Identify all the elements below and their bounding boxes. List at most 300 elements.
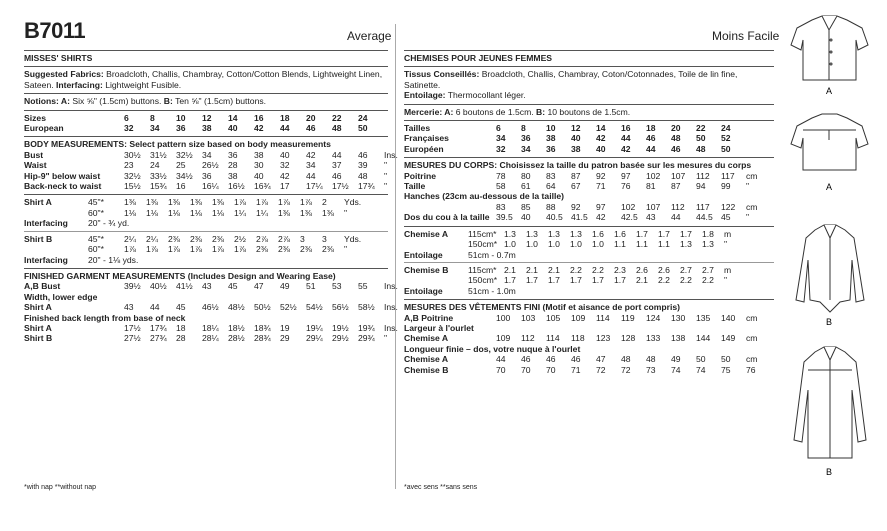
table-cell: 1⅜ bbox=[124, 197, 136, 208]
label-a2: A bbox=[826, 182, 833, 192]
table-row bbox=[404, 133, 774, 143]
row-label: Taille bbox=[404, 181, 426, 192]
row-label: Hip-9" below waist bbox=[24, 170, 101, 181]
table-cell: 22 bbox=[332, 112, 342, 123]
section-rule bbox=[404, 226, 774, 227]
table-cell: 102 bbox=[646, 170, 661, 181]
table-cell: 58 bbox=[496, 181, 506, 192]
section-rule bbox=[24, 194, 388, 195]
table-cell: 52 bbox=[721, 133, 731, 144]
table-cell: 47 bbox=[254, 281, 264, 292]
row-label: A,B Bust bbox=[24, 281, 61, 292]
table-cell: 119 bbox=[621, 312, 635, 323]
table-cell: 38 bbox=[546, 133, 556, 144]
table-cell: 17½ bbox=[124, 322, 141, 333]
table-row bbox=[24, 181, 388, 191]
row-label: Chemise A bbox=[404, 354, 449, 365]
table-cell: 47 bbox=[596, 354, 606, 365]
table-cell: 88 bbox=[546, 201, 556, 212]
table-cell: 2⅜ bbox=[168, 233, 180, 244]
table-cell: 41½ bbox=[176, 281, 193, 292]
table-row bbox=[404, 181, 774, 191]
table-cell: 46 bbox=[521, 354, 531, 365]
table-cell: 2⅜ bbox=[322, 244, 334, 255]
table-row bbox=[24, 281, 398, 292]
table-cell: 46 bbox=[671, 143, 681, 154]
table-cell: 109 bbox=[496, 333, 511, 344]
table-cell: 17¼ bbox=[306, 181, 323, 192]
table-cell: 70 bbox=[496, 364, 506, 375]
table-cell: 1⅛ bbox=[190, 207, 202, 218]
table-cell: 3 bbox=[322, 233, 327, 244]
fabrics-text: Broadcloth, Challis, Chambray, Cotton/Cotton Blends, Lightweight Linen, bbox=[103, 69, 383, 80]
table-cell: 64 bbox=[546, 181, 556, 192]
table-row bbox=[404, 123, 774, 133]
table-cell: 1⅛ bbox=[124, 207, 136, 218]
table-cell: 40 bbox=[280, 149, 290, 160]
table-cell: 29 bbox=[280, 333, 290, 344]
table-cell: 29¾ bbox=[358, 333, 375, 344]
row-label: Width, lower edge bbox=[24, 291, 98, 302]
table-cell: 36 bbox=[202, 170, 212, 181]
table-cell: 17 bbox=[280, 181, 290, 192]
table-cell: cm bbox=[746, 312, 758, 323]
table-cell: 48 bbox=[332, 123, 342, 134]
notions-label-fr: Mercerie: A: bbox=[404, 106, 454, 117]
table-cell: 102 bbox=[621, 201, 636, 212]
table-cell: 1.3 bbox=[570, 228, 582, 239]
hanches-label: Hanches (23cm au-dessous de la taille) bbox=[404, 191, 564, 202]
table-cell: 26½ bbox=[202, 160, 219, 171]
table-cell: 14 bbox=[228, 112, 238, 123]
table-cell: 114 bbox=[596, 312, 610, 323]
table-cell: 37 bbox=[332, 160, 342, 171]
table-cell: 42 bbox=[596, 212, 606, 223]
table-cell: 109 bbox=[571, 312, 586, 323]
section-title: MISSES' SHIRTS bbox=[24, 53, 93, 63]
table-cell: 71 bbox=[596, 181, 606, 192]
row-label: Chemise A bbox=[404, 228, 449, 239]
table-cell: 16¼ bbox=[202, 181, 219, 192]
table-cell: 44 bbox=[150, 302, 160, 313]
table-cell: 61 bbox=[521, 181, 531, 192]
table-cell: 83 bbox=[546, 170, 556, 181]
table-cell: 12 bbox=[202, 112, 212, 123]
table-row bbox=[404, 239, 774, 249]
table-cell: 16 bbox=[176, 181, 186, 192]
table-cell: 144 bbox=[696, 333, 711, 344]
table-cell: 52½ bbox=[280, 302, 297, 313]
table-cell: 2.7 bbox=[680, 264, 692, 275]
table-cell: 1¼ bbox=[256, 207, 268, 218]
table-cell: 112 bbox=[521, 333, 535, 344]
table-cell: " bbox=[344, 207, 348, 218]
table-cell: 42 bbox=[254, 123, 264, 134]
table-cell: 97 bbox=[621, 170, 631, 181]
table-cell: 1⅞ bbox=[146, 244, 158, 255]
table-cell: 48 bbox=[646, 354, 656, 365]
table-cell: 8 bbox=[521, 123, 526, 134]
table-cell: 1⅛ bbox=[168, 207, 180, 218]
row-label: Finished back length from base of neck bbox=[24, 312, 186, 323]
table-cell: 99 bbox=[721, 181, 731, 192]
table-cell: 1⅜ bbox=[146, 197, 158, 208]
shirt-b-back-illustration bbox=[794, 347, 866, 458]
body-title: BODY MEASUREMENTS: Select pattern size based on body measurements bbox=[24, 139, 331, 150]
table-cell: 138 bbox=[671, 333, 686, 344]
table-cell: 100 bbox=[496, 312, 511, 323]
table-cell: 1.3 bbox=[702, 239, 714, 250]
table-cell: " bbox=[344, 244, 348, 255]
table-cell: 1.1 bbox=[658, 239, 670, 250]
table-cell: " bbox=[724, 275, 728, 286]
table-cell: 1.7 bbox=[526, 275, 538, 286]
notions-label: Notions: A: bbox=[24, 96, 70, 107]
row-label: Shirt A bbox=[24, 197, 52, 208]
table-cell: 24 bbox=[358, 112, 368, 123]
table-cell: 40 bbox=[521, 212, 531, 223]
table-cell: 1.7 bbox=[614, 275, 626, 286]
table-cell: 2.2 bbox=[702, 275, 714, 286]
row-label: Bust bbox=[24, 149, 44, 160]
table-cell: 1⅞ bbox=[278, 197, 290, 208]
table-cell: 30½ bbox=[124, 149, 141, 160]
table-cell: 28 bbox=[176, 333, 186, 344]
table-cell: 1.0 bbox=[526, 239, 538, 250]
table-row bbox=[24, 149, 398, 160]
table-cell: Ins. bbox=[384, 322, 398, 333]
table-cell: 34 bbox=[202, 149, 212, 160]
row-label: Chemise B bbox=[404, 264, 449, 275]
table-cell: 2.2 bbox=[658, 275, 670, 286]
table-cell: 1⅜ bbox=[300, 207, 312, 218]
table-cell: 20 bbox=[671, 123, 681, 134]
table-cell: 1.3 bbox=[504, 228, 516, 239]
section-rule bbox=[404, 104, 774, 105]
fabric-text-2 bbox=[24, 80, 388, 90]
table-cell: 107 bbox=[671, 170, 686, 181]
table-cell: 44 bbox=[280, 123, 290, 134]
finished-title: FINISHED GARMENT MEASUREMENTS (Includes Design and Wearing Ease) bbox=[24, 270, 336, 281]
table-row bbox=[24, 244, 388, 254]
divider-line bbox=[404, 262, 774, 263]
table-cell: 6 bbox=[496, 123, 501, 134]
row-label: Chemise A bbox=[404, 333, 449, 344]
section-rule bbox=[404, 50, 774, 51]
table-cell: 114 bbox=[546, 333, 560, 344]
section-rule bbox=[24, 136, 388, 137]
table-cell: 55 bbox=[358, 281, 368, 292]
table-cell: 3 bbox=[300, 233, 305, 244]
section-rule bbox=[404, 66, 774, 67]
table-row bbox=[404, 333, 774, 343]
footnote: *with nap **without nap bbox=[24, 484, 96, 491]
label-b: B bbox=[826, 317, 833, 327]
table-row bbox=[24, 171, 388, 181]
table-cell: 18¼ bbox=[202, 322, 219, 333]
table-cell: 34 bbox=[306, 160, 316, 171]
table-cell: 1⅛ bbox=[146, 207, 158, 218]
table-cell: " bbox=[724, 239, 728, 250]
table-cell: 45 bbox=[228, 281, 238, 292]
row-label: Longueur finie – dos, votre nuque à l'ourlet bbox=[404, 343, 581, 354]
table-cell: 2⅜ bbox=[300, 244, 312, 255]
table-cell: Ins. bbox=[384, 302, 398, 313]
column-divider bbox=[395, 24, 396, 489]
table-cell: m bbox=[724, 228, 732, 239]
table-row bbox=[404, 354, 774, 364]
table-cell: 123 bbox=[596, 333, 611, 344]
table-row bbox=[404, 265, 774, 275]
section-rule bbox=[24, 93, 388, 94]
table-row bbox=[404, 229, 774, 239]
table-cell: 36 bbox=[228, 149, 238, 160]
table-cell: 2.6 bbox=[658, 264, 670, 275]
table-cell: 32½ bbox=[176, 149, 193, 160]
table-cell: 19 bbox=[280, 322, 290, 333]
table-cell: 70 bbox=[546, 364, 556, 375]
garment-illustrations bbox=[782, 10, 877, 485]
table-cell: 1.7 bbox=[570, 275, 582, 286]
table-cell: " bbox=[384, 170, 388, 181]
fabrics-text-fr: Broadcloth, Challis, Chambray, Coton/Cotonnades, Toile de lin fine, Satinette. bbox=[404, 69, 738, 90]
table-cell: 18 bbox=[176, 322, 186, 333]
table-row bbox=[404, 323, 774, 333]
table-row bbox=[404, 275, 774, 285]
table-cell: 15¾ bbox=[150, 181, 167, 192]
table-cell: 2.2 bbox=[680, 275, 692, 286]
row-label: European bbox=[24, 123, 64, 134]
table-cell: 2¼ bbox=[146, 233, 158, 244]
section-rule bbox=[24, 66, 388, 67]
table-cell: Ins. bbox=[384, 281, 398, 292]
table-cell: 1⅞ bbox=[234, 244, 246, 255]
table-cell: 107 bbox=[646, 201, 661, 212]
table-row bbox=[24, 255, 388, 265]
table-cell: 2⅜ bbox=[256, 244, 268, 255]
table-cell: 1⅞ bbox=[300, 197, 312, 208]
table-cell: 23 bbox=[124, 160, 134, 171]
table-cell: 14 bbox=[596, 123, 606, 134]
table-cell: 1⅜ bbox=[212, 197, 224, 208]
table-cell: 1.0 bbox=[548, 239, 560, 250]
table-row bbox=[24, 302, 398, 313]
table-cell: 44.5 bbox=[696, 212, 713, 223]
table-cell: " bbox=[746, 181, 750, 192]
row-label: Interfacing bbox=[24, 218, 68, 229]
table-cell: 1¼ bbox=[234, 207, 246, 218]
notions-text-fr: 6 boutons de 1.5cm. bbox=[453, 106, 537, 117]
table-cell: 48 bbox=[696, 143, 706, 154]
table-cell: 1⅜ bbox=[168, 197, 180, 208]
row-label: Waist bbox=[24, 160, 47, 171]
table-cell: 34 bbox=[521, 143, 531, 154]
table-cell: 40½ bbox=[150, 281, 167, 292]
shirt-sketches bbox=[782, 10, 877, 480]
table-cell: 112 bbox=[696, 170, 710, 181]
table-cell: 32 bbox=[496, 143, 506, 154]
difficulty-level-fr: Moins Facile bbox=[712, 29, 780, 43]
shirt-a-back-illustration bbox=[791, 114, 868, 170]
table-cell: 32 bbox=[280, 160, 290, 171]
table-cell: 76 bbox=[621, 181, 631, 192]
table-cell: 149 bbox=[721, 333, 736, 344]
table-cell: 30 bbox=[254, 160, 264, 171]
table-cell: 71 bbox=[571, 364, 581, 375]
table-cell: 2.1 bbox=[636, 275, 648, 286]
table-cell: 18¾ bbox=[254, 322, 271, 333]
table-cell: 22 bbox=[696, 123, 706, 134]
notions-b: B: bbox=[163, 96, 173, 107]
table-cell: 46 bbox=[646, 133, 656, 144]
row-label bbox=[404, 202, 496, 212]
table-cell: 140 bbox=[721, 312, 736, 323]
table-cell: 103 bbox=[521, 312, 536, 323]
table-cell: 92 bbox=[596, 170, 606, 181]
table-cell: 19½ bbox=[332, 322, 349, 333]
interfacing-fr bbox=[404, 90, 774, 100]
section-rule bbox=[404, 299, 774, 300]
table-cell: 8 bbox=[150, 112, 155, 123]
fabrics-label: Suggested Fabrics: bbox=[24, 69, 104, 80]
table-cell: 49 bbox=[280, 281, 290, 292]
table-cell: 38 bbox=[228, 170, 238, 181]
table-cell: 97 bbox=[596, 201, 606, 212]
table-cell: 25 bbox=[176, 160, 186, 171]
table-cell: 1.3 bbox=[526, 228, 538, 239]
table-cell: 1.3 bbox=[548, 228, 560, 239]
table-row bbox=[404, 144, 774, 154]
table-cell: 53 bbox=[332, 281, 342, 292]
table-cell: 43 bbox=[646, 212, 656, 223]
table-cell: 46 bbox=[358, 149, 368, 160]
table-cell: 122 bbox=[721, 201, 736, 212]
table-cell: 40 bbox=[254, 170, 264, 181]
table-cell: 46½ bbox=[202, 302, 219, 313]
table-cell: 46 bbox=[332, 170, 342, 181]
table-cell: 2¼ bbox=[124, 233, 136, 244]
table-cell: 16 bbox=[254, 112, 264, 123]
row-width: 45"* bbox=[88, 197, 104, 208]
interfacing-text: Lightweight Fusible. bbox=[102, 79, 182, 90]
table-cell: 28 bbox=[228, 160, 238, 171]
table-cell: 130 bbox=[671, 312, 686, 323]
table-cell: 24 bbox=[150, 160, 160, 171]
section-rule bbox=[24, 110, 388, 111]
table-cell: 2.7 bbox=[702, 264, 714, 275]
row-label: Entoilage bbox=[404, 249, 443, 260]
table-cell: cm bbox=[746, 170, 758, 181]
table-cell: 40 bbox=[228, 123, 238, 134]
table-cell: 42 bbox=[596, 133, 606, 144]
row-label bbox=[24, 208, 88, 218]
table-cell: 46 bbox=[306, 123, 316, 134]
table-cell: 43 bbox=[202, 281, 212, 292]
table-cell: 87 bbox=[671, 181, 681, 192]
row-label: Largeur à l'ourlet bbox=[404, 322, 474, 333]
table-cell: 43 bbox=[124, 302, 134, 313]
table-row bbox=[24, 333, 388, 343]
row-label: Shirt A bbox=[24, 322, 52, 333]
table-cell: 33½ bbox=[150, 170, 167, 181]
table-cell: 44 bbox=[621, 133, 631, 144]
table-cell: 2⅞ bbox=[256, 233, 268, 244]
table-cell: 19¼ bbox=[306, 322, 323, 333]
table-cell: 117 bbox=[721, 170, 735, 181]
row-label: Chemise B bbox=[404, 364, 449, 375]
table-cell: 29¼ bbox=[306, 333, 323, 344]
table-cell: 1⅞ bbox=[124, 244, 136, 255]
table-row bbox=[404, 212, 774, 222]
table-cell: 1.7 bbox=[680, 228, 692, 239]
table-cell: 16½ bbox=[228, 181, 245, 192]
table-cell: 38 bbox=[571, 143, 581, 154]
table-cell: 1.8 bbox=[702, 228, 714, 239]
table-cell: 28¾ bbox=[254, 333, 271, 344]
section-rule bbox=[404, 120, 774, 121]
row-width: 20" - 1⅛ yds. bbox=[88, 254, 139, 265]
row-label: A,B Poitrine bbox=[404, 312, 454, 323]
table-cell: 31½ bbox=[150, 149, 167, 160]
notions-text-2: Ten ⅝" (1.5cm) buttons. bbox=[172, 96, 267, 107]
table-cell: 17¾ bbox=[150, 322, 167, 333]
table-row bbox=[24, 208, 388, 218]
table-cell: 1.7 bbox=[658, 228, 670, 239]
notions-b-fr: B: bbox=[536, 106, 546, 117]
table-cell: 34 bbox=[496, 133, 506, 144]
table-cell: 1.1 bbox=[636, 239, 648, 250]
body-title-fr: MESURES DU CORPS: Choisissez la taille du patron basée sur les mesures du corps bbox=[404, 160, 752, 171]
table-cell: 19¾ bbox=[358, 322, 375, 333]
table-cell: 2⅞ bbox=[278, 233, 290, 244]
table-cell: Yds. bbox=[344, 233, 362, 244]
table-row bbox=[24, 160, 388, 170]
table-cell: 15½ bbox=[124, 181, 141, 192]
table-cell: 36 bbox=[176, 123, 186, 134]
table-cell: 1⅜ bbox=[190, 197, 202, 208]
table-cell: Yds. bbox=[344, 197, 362, 208]
table-cell: 44 bbox=[646, 143, 656, 154]
table-cell: 38 bbox=[202, 123, 212, 134]
table-cell: 36 bbox=[521, 133, 531, 144]
table-cell: 39.5 bbox=[496, 212, 513, 223]
table-cell: 1.1 bbox=[614, 239, 626, 250]
fabric-text bbox=[24, 69, 388, 79]
table-cell: cm bbox=[746, 354, 758, 365]
table-cell: 73 bbox=[646, 364, 656, 375]
table-cell: 28¼ bbox=[202, 333, 219, 344]
table-cell: " bbox=[384, 181, 388, 192]
table-cell: 45 bbox=[176, 302, 186, 313]
table-row bbox=[404, 250, 774, 260]
table-cell: 2⅜ bbox=[212, 233, 224, 244]
table-cell: 18 bbox=[646, 123, 656, 134]
divider-line bbox=[24, 231, 388, 232]
table-cell: 2.1 bbox=[548, 264, 560, 275]
row-label: Françaises bbox=[404, 133, 449, 144]
table-cell: 2.6 bbox=[636, 264, 648, 275]
table-cell: m bbox=[724, 264, 732, 275]
table-row bbox=[404, 313, 774, 323]
table-cell: 20 bbox=[306, 112, 316, 123]
table-cell: 1.3 bbox=[680, 239, 692, 250]
row-width: 150cm* bbox=[468, 275, 498, 286]
table-row bbox=[404, 286, 774, 296]
table-cell: 39 bbox=[358, 160, 368, 171]
table-cell: 2⅜ bbox=[190, 233, 202, 244]
table-cell: 2.3 bbox=[614, 264, 626, 275]
table-cell: 28½ bbox=[228, 333, 245, 344]
